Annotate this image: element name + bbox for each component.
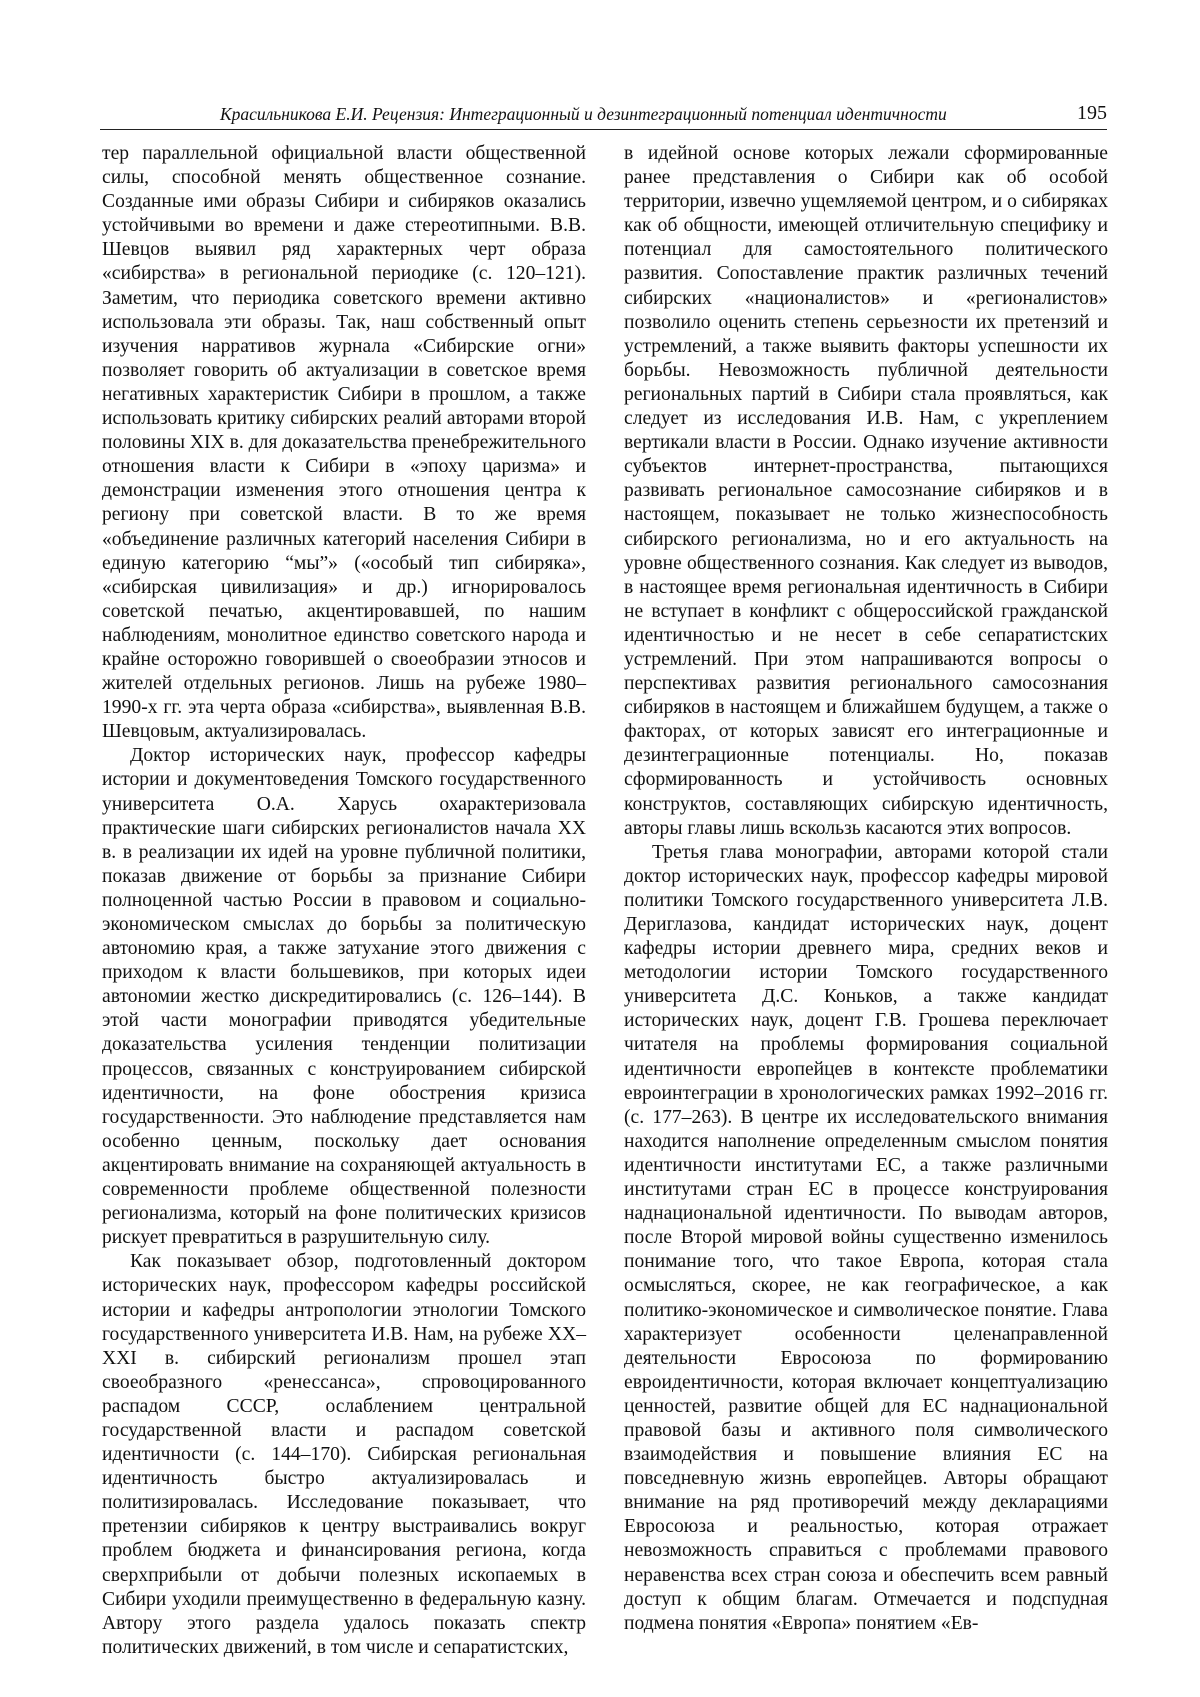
running-title: Красильникова Е.И. Рецензия: Интеграционный и дезинтеграционный потенциал идентичности — [220, 104, 947, 124]
right-column — [624, 142, 1108, 1636]
page-number: 195 — [1077, 102, 1107, 124]
paragraph: Третья глава монографии, авторами которой стали доктор исторических наук, профессор кафедры мировой политики Томского государственного университета Л.В. Дериглазова, кандидат исторических наук, доцент кафедры истории древнего мира, средних веков и методологии истории Томского государственного университета Д.С. Коньков, а также кандидат исторических наук, доцент Г.В. Грошева переключает читателя на проблемы формирования социальной идентичности европейцев в контексте проблематики евроинтеграции в хронологических рамках 1992–2016 гг. (с. 177–263). В центре их исследовательского внимания находится наполнение определенным смыслом понятия идентичности институтами ЕС, а также различными институтами стран ЕС в процессе конструирования наднациональной идентичности. По выводам авторов, после Второй мировой войны существенно изменилось понимание того, что такое Европа, которая стала осмысляться, скорее, не как географическое, а как политико-экономическое и символическое понятие. Глава характеризует особенности целенаправленной деятельности Евросоюза по формированию евроидентичности, которая включает концептуализацию ценностей, развитие общей для ЕС наднациональной правовой базы и активного поля символического взаимодействия и повышение влияния ЕС на повседневную жизнь европейцев. Авторы обращают внимание на ряд противоречий между декларациями Евросоюза и реальностью, которая отражает невозможность справиться с проблемами правового неравенства всех стран союза и обеспечить всем равный доступ к общим благам. Отмечается и подспудная подмена понятия «Европа» понятием «Ев- — [624, 841, 1108, 1634]
paragraph: Как показывает обзор, подготовленный доктором исторических наук, профессором кафедры российской истории и кафедры антропологии этнологии Томского государственного университета И.В. Нам, на рубеже XX–XXI в. сибирский регионализм прошел этап своеобразного «ренессанса», спровоцированного распадом СССР, ослаблением центральной государственной власти и распадом советской идентичности (с. 144–170). Сибирская региональная идентичность быстро актуализировалась и политизировалась. Исследование показывает, что претензии сибиряков к центру выстраивались вокруг проблем бюджета и финансирования региона, когда сверхприбыли от добычи полезных ископаемых в Сибири уходили преимущественно в федеральную казну. Автору этого раздела удалось показать спектр политических движений, в том числе и сепаратистских, — [102, 1251, 586, 1658]
paragraph: тер параллельной официальной власти общественной силы, способной менять общественное сознание. Созданные ими образы Сибири и сибиряков оказались устойчивыми во времени и даже стереотипными. В.В. Шевцов выявил ряд характерных черт образа «сибирства» в региональной периодике (с. 120–121). Заметим, что периодика советского времени активно использовала эти образы. Так, наш собственный опыт изучения нарративов журнала «Сибирские огни» позволяет говорить об актуализации в советское время негативных характеристик Сибири в прошлом, а также использовать критику сибирских реалий авторами второй половины XIX в. для доказательства пренебрежительного отношения власти к Сибири в «эпоху царизма» и демонстрации изменения этого отношения центра к региону при советской власти. В то же время «объединение различных категорий населения Сибири в единую категорию “мы”» («особый тип сибиряка», «сибирская цивилизация» и др.) игнорировалось советской печатью, акцентировавшей, по нашим наблюдениям, монолитное единство советского народа и крайне осторожно говорившей о своеобразии этносов и жителей отдельных регионов. Лишь на рубеже 1980–1990-х гг. эта черта образа «сибирства», выявленная В.В. Шевцовым, актуализировалась. — [102, 143, 586, 743]
paragraph: в идейной основе которых лежали сформированные ранее представления о Сибири как об особой территории, извечно ущемляемой центром, и о сибиряках как об общности, имеющей отличительную специфику и потенциал для самостоятельного политического развития. Сопоставление практик различных течений сибирских «националистов» и «регионалистов» позволило оценить степень серьезности их претензий и устремлений, а также выявить факторы успешности их борьбы. Невозможность публичной деятельности региональных партий в Сибири стала проявляться, как следует из исследования И.В. Нам, с укреплением вертикали власти в России. Однако изучение активности субъектов интернет-пространства, пытающихся развивать региональное самосознание сибиряков и в настоящем, показывает не только жизнеспособность сибирского регионализма, но и его актуальность на уровне общественного сознания. Как следует из выводов, в настоящее время региональная идентичность в Сибири не вступает в конфликт с общероссийской гражданской идентичностью и не несет в себе сепаратистских устремлений. При этом напрашиваются вопросы о перспективах развития регионального самосознания сибиряков в настоящем и ближайшем будущем, а также о факторах, от которых зависят его интеграционные и дезинтеграционные потенциалы. Но, показав сформированность и устойчивость основных конструктов, составляющих сибирскую идентичность, авторы главы лишь вскользь касаются этих вопросов. — [624, 143, 1108, 839]
paragraph: Доктор исторических наук, профессор кафедры истории и документоведения Томского государственного университета О.А. Харусь охарактеризовала практические шаги сибирских регионалистов начала XX в. в реализации их идей на уровне публичной политики, показав движение от борьбы за признание Сибири полноценной частью России в правовом и социально-экономическом смыслах до борьбы за политическую автономию края, а также затухание этого движения с приходом к власти большевиков, при которых идеи автономии жестко дискредитировались (с. 126–144). В этой части монографии приводятся убедительные доказательства усиления тенденции политизации процессов, связанных с конструированием сибирской идентичности, на фоне обострения кризиса государственности. Это наблюдение представляется нам особенно ценным, поскольку дает основания акцентировать внимание на сохраняющей актуальность в современности проблеме общественной полезности регионализма, который на фоне политических кризисов рискует превратиться в разрушительную силу. — [102, 745, 586, 1249]
running-header — [100, 101, 1107, 130]
left-column — [102, 142, 586, 1660]
